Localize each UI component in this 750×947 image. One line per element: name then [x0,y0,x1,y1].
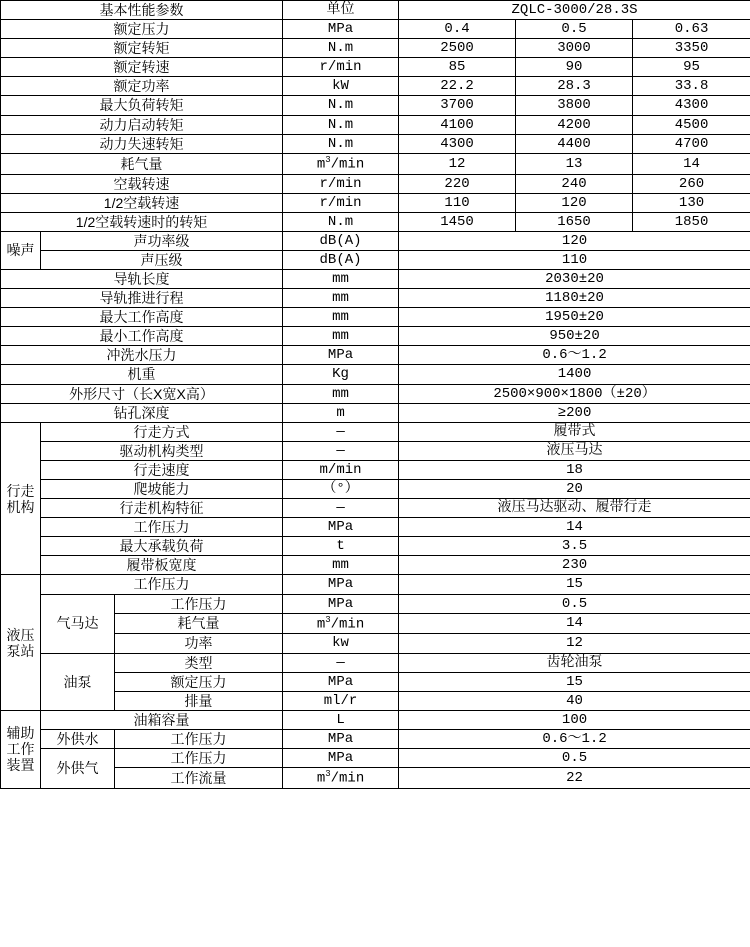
row-value: 4700 [633,134,750,153]
table-row [1,594,750,613]
row-unit: t [283,537,399,556]
row-unit: MPa [283,729,399,748]
row-unit: MPa [283,672,399,691]
group-label-line1: 行走 [6,482,35,499]
table-row [1,174,750,193]
group-label-line1: 液压 [6,626,35,643]
row-value: 12 [399,634,750,653]
row-value: 95 [633,58,750,77]
header-unit-label: 单位 [283,1,399,20]
row-label: 功率 [115,634,283,653]
row-label: 驱动机构类型 [41,441,283,460]
row-value: 110 [399,250,750,269]
row-label: 空载转速 [1,174,283,193]
row-unit: MPa [283,518,399,537]
row-value: 1180±20 [399,289,750,308]
row-label: 工作压力 [115,729,283,748]
row-unit: ml/r [283,691,399,710]
table-row [1,153,750,174]
row-label: 履带板宽度 [41,556,283,575]
row-unit: — [283,441,399,460]
row-label: 额定压力 [115,672,283,691]
table-row [1,289,750,308]
row-value: 15 [399,672,750,691]
row-unit: $m^3/\min$ [283,153,399,174]
row-value: 110 [399,193,516,212]
row-value: 0.6～1.2 [399,729,750,748]
row-unit: dB(A) [283,250,399,269]
table-row [1,346,750,365]
group-label-auxiliary [1,710,41,788]
row-value: 14 [633,153,750,174]
table-row [1,499,750,518]
row-value: 4500 [633,115,750,134]
sub-group-label-oil-pump: 油泵 [41,653,115,710]
row-value: 2030±20 [399,269,750,288]
row-unit: $m^3/\min$ [283,613,399,634]
table-row [1,212,750,231]
row-label: 外形尺寸（长X宽X高） [1,384,283,403]
row-value: 90 [516,58,633,77]
row-unit: — [283,653,399,672]
row-unit: N.m [283,96,399,115]
row-value: 1950±20 [399,308,750,327]
table-row [1,537,750,556]
row-value: 0.6～1.2 [399,346,750,365]
table-row [1,269,750,288]
row-unit: kw [283,634,399,653]
row-value: 4300 [399,134,516,153]
row-label: 行走方式 [41,422,283,441]
row-value: 240 [516,174,633,193]
header-param-label: 基本性能参数 [1,1,283,20]
row-value: 28.3 [516,77,633,96]
table-row [1,748,750,767]
row-label: 最大工作高度 [1,308,283,327]
row-label: 耗气量 [115,613,283,634]
table-row [1,460,750,479]
row-label: 油箱容量 [41,710,283,729]
row-value: 3800 [516,96,633,115]
table-row [1,308,750,327]
row-label: 冲洗水压力 [1,346,283,365]
group-label-line3: 装置 [6,757,35,774]
row-value: 120 [399,231,750,250]
row-value: 18 [399,460,750,479]
table-row [1,134,750,153]
sub-group-label-air-motor: 气马达 [41,594,115,653]
table-row [1,422,750,441]
row-unit: r/min [283,174,399,193]
row-label: 额定功率 [1,77,283,96]
row-value: 1850 [633,212,750,231]
row-unit: mm [283,556,399,575]
row-value: 3700 [399,96,516,115]
row-label: 1/2空载转速时的转矩 [1,212,283,231]
row-label: 声压级 [41,250,283,269]
table-row [1,58,750,77]
row-label: 动力启动转矩 [1,115,283,134]
row-value: 230 [399,556,750,575]
sub-group-label-water: 外供水 [41,729,115,748]
row-value: 220 [399,174,516,193]
row-value: 4400 [516,134,633,153]
row-unit: — [283,422,399,441]
row-label: 最大负荷转矩 [1,96,283,115]
row-value: 14 [399,613,750,634]
row-unit: mm [283,289,399,308]
row-value: 15 [399,575,750,594]
row-value: 1400 [399,365,750,384]
row-value: 0.5 [516,20,633,39]
row-label: 行走机构特征 [41,499,283,518]
table-row [1,77,750,96]
row-label: 机重 [1,365,283,384]
group-label-line1: 辅助 [6,725,35,742]
row-unit: r/min [283,58,399,77]
row-value: 3000 [516,39,633,58]
row-value: 3.5 [399,537,750,556]
group-label-walking [1,422,41,575]
row-unit: MPa [283,575,399,594]
row-label: 最小工作高度 [1,327,283,346]
row-unit: N.m [283,39,399,58]
row-unit: MPa [283,594,399,613]
table-row-header [1,1,750,20]
row-label: 声功率级 [41,231,283,250]
table-row [1,480,750,499]
row-value: 4100 [399,115,516,134]
table-row [1,710,750,729]
sub-group-label-air: 外供气 [41,748,115,788]
row-unit: MPa [283,346,399,365]
row-unit: m [283,403,399,422]
row-value: 33.8 [633,77,750,96]
table-row [1,115,750,134]
row-label: 工作压力 [41,575,283,594]
row-value: 0.5 [399,594,750,613]
row-value: 130 [633,193,750,212]
row-label: 爬坡能力 [41,480,283,499]
group-label-line2: 机构 [6,498,35,515]
row-unit: r/min [283,193,399,212]
row-label: 工作压力 [115,594,283,613]
row-value: 液压马达 [399,441,750,460]
row-value: 液压马达驱动、履带行走 [399,499,750,518]
row-value: 22.2 [399,77,516,96]
table-row [1,384,750,403]
row-value: 260 [633,174,750,193]
row-value: 22 [399,768,750,789]
row-label: 钻孔深度 [1,403,283,422]
row-value: 12 [399,153,516,174]
table-row [1,231,750,250]
row-label: 最大承载负荷 [41,537,283,556]
row-label: 额定转速 [1,58,283,77]
row-label: 1/2空载转速 [1,193,283,212]
table-row [1,327,750,346]
row-unit: mm [283,327,399,346]
table-row [1,575,750,594]
row-unit: N.m [283,115,399,134]
row-label: 工作流量 [115,768,283,789]
row-label: 耗气量 [1,153,283,174]
row-value: 20 [399,480,750,499]
table-row [1,653,750,672]
table-row [1,441,750,460]
row-value: ≥200 [399,403,750,422]
row-unit: mm [283,308,399,327]
row-value: 4300 [633,96,750,115]
table-row [1,518,750,537]
row-value: 1450 [399,212,516,231]
table-row [1,403,750,422]
row-value: 2500×900×1800（±20） [399,384,750,403]
row-label: 行走速度 [41,460,283,479]
row-unit: L [283,710,399,729]
row-unit: mm [283,269,399,288]
table-row [1,96,750,115]
row-unit: mm [283,384,399,403]
group-label-hydraulic [1,575,41,710]
row-unit: $m^3/\min$ [283,768,399,789]
row-label: 工作压力 [115,748,283,767]
group-label-line2: 泵站 [6,642,35,659]
row-unit: N.m [283,134,399,153]
header-model-label: ZQLC-3000/28.3S [399,1,750,20]
row-label: 工作压力 [41,518,283,537]
row-value: 950±20 [399,327,750,346]
row-value: 0.63 [633,20,750,39]
row-value: 0.4 [399,20,516,39]
row-unit: MPa [283,20,399,39]
table-row [1,556,750,575]
row-unit: MPa [283,748,399,767]
row-label: 导轨推进行程 [1,289,283,308]
table-row [1,193,750,212]
row-label: 额定压力 [1,20,283,39]
row-unit: — [283,499,399,518]
row-label: 类型 [115,653,283,672]
row-unit: kW [283,77,399,96]
row-label: 动力失速转矩 [1,134,283,153]
row-label: 导轨长度 [1,269,283,288]
group-label-line2: 工作 [6,741,35,758]
row-value: 2500 [399,39,516,58]
row-value: 履带式 [399,422,750,441]
row-value: 4200 [516,115,633,134]
row-value: 0.5 [399,748,750,767]
table-row [1,729,750,748]
row-value: 100 [399,710,750,729]
table-row [1,39,750,58]
table-row [1,365,750,384]
row-value: 14 [399,518,750,537]
row-value: 1650 [516,212,633,231]
table-row [1,20,750,39]
row-label: 额定转矩 [1,39,283,58]
row-value: 40 [399,691,750,710]
row-value: 85 [399,58,516,77]
row-unit: N.m [283,212,399,231]
row-value: 3350 [633,39,750,58]
row-value: 120 [516,193,633,212]
row-unit: dB(A) [283,231,399,250]
row-label: 排量 [115,691,283,710]
row-value: 齿轮油泵 [399,653,750,672]
row-value: 13 [516,153,633,174]
row-unit: （°） [283,480,399,499]
group-label-noise: 噪声 [1,231,41,269]
row-unit: m/min [283,460,399,479]
row-unit: Kg [283,365,399,384]
table-row [1,250,750,269]
